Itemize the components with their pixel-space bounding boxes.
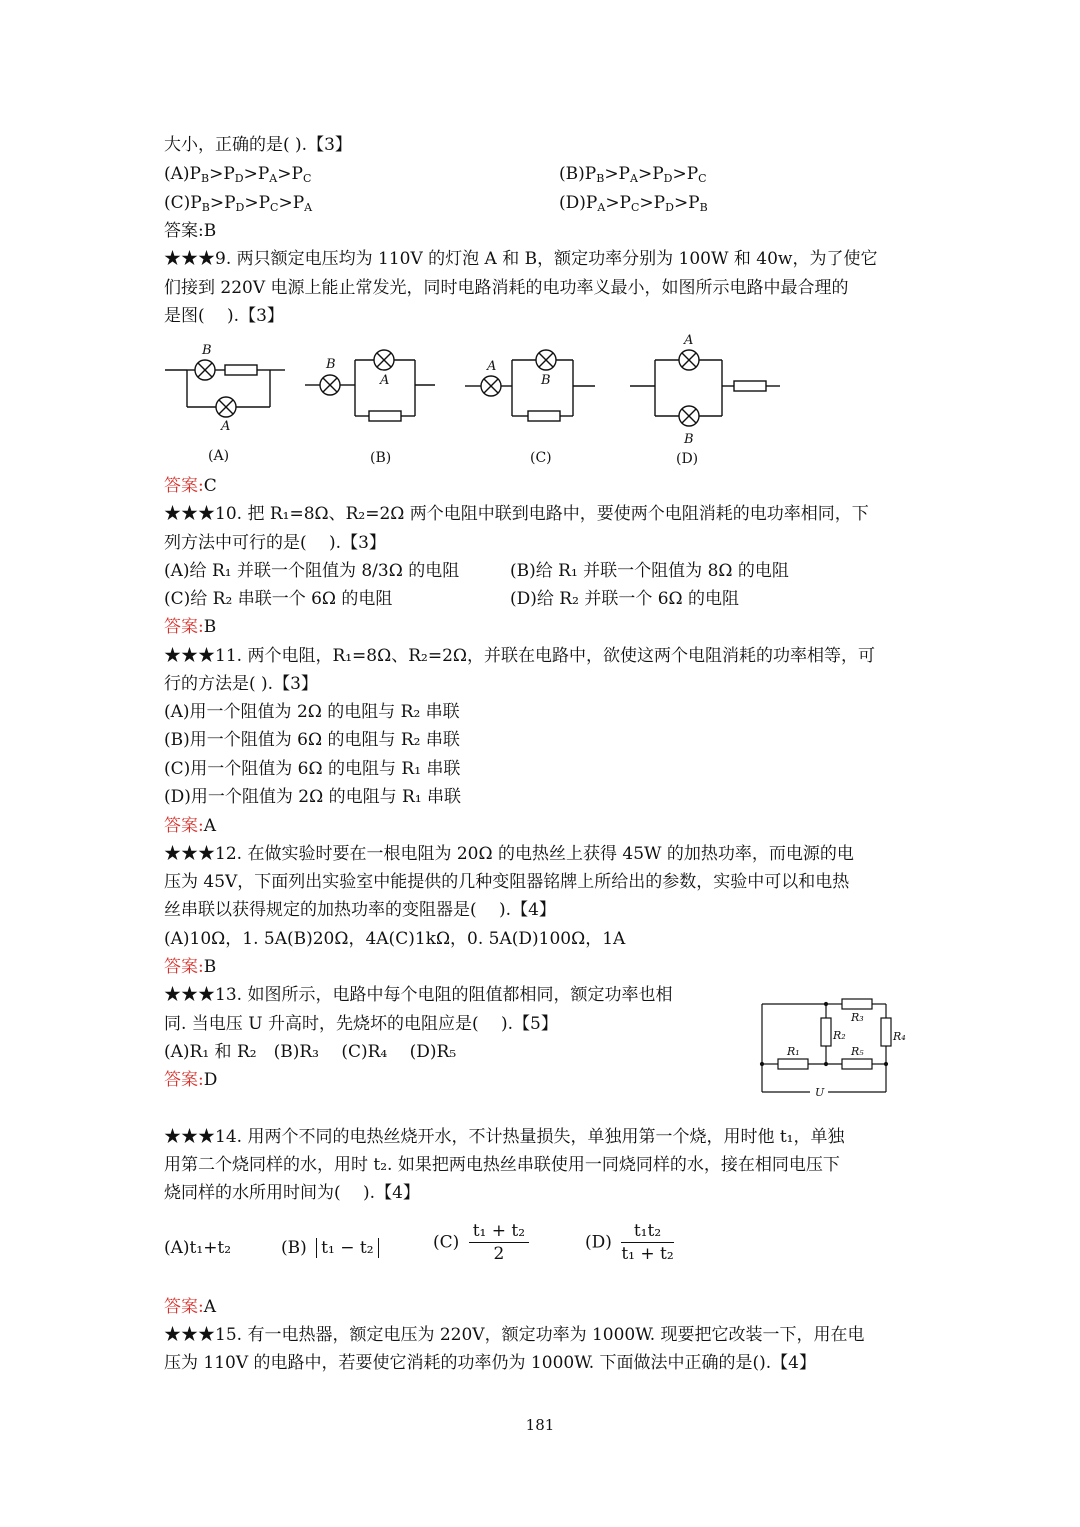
lamp-b-label-a: B: [202, 343, 212, 358]
q10-options-row2: (C)给 R₂ 串联一个 6Ω 的电阻 (D)给 R₂ 并联一个 6Ω 的电阻: [164, 589, 740, 609]
q9-line1: ★★★9. 两只额定电压均为 110V 的灯泡 A 和 B，额定功率分别为 100W 和 40w，为了使它: [164, 249, 878, 269]
q10-answer: 答案:B: [164, 617, 217, 637]
q9-circuit-figures: [160, 330, 800, 470]
q15-line2: 压为 110V 的电路中，若要使它消耗的功率仍为 1000W. 下面做法中正确的是().【4】: [164, 1353, 816, 1373]
r4-label: R₄: [893, 1030, 906, 1043]
q12-line3: 丝串联以获得规定的加热功率的变阻器是( ).【4】: [164, 900, 556, 920]
circuit-b: [305, 350, 435, 421]
q14-line2: 用第二个烧同样的水，用时 t₂. 如果把两电热丝串联使用一同烧同样的水，接在相同电压下: [164, 1155, 840, 1175]
q12-options: (A)10Ω，1. 5A(B)20Ω，4A(C)1kΩ，0. 5A(D)100Ω，1A: [164, 929, 626, 949]
q14-option-b: (B) t₁ − t₂: [281, 1236, 379, 1260]
lamp-b-label-b: B: [326, 357, 336, 372]
q11-option-c: (C)用一个阻值为 6Ω 的电阻与 R₁ 串联: [164, 759, 461, 779]
page-number: 181: [525, 1416, 555, 1434]
q14-answer: 答案:A: [164, 1297, 217, 1317]
q9-line3: 是图( ).【3】: [164, 306, 284, 326]
q11-line2: 行的方法是( ).【3】: [164, 674, 318, 694]
q13-circuit-figure: [750, 990, 920, 1102]
q11-option-d: (D)用一个阻值为 2Ω 的电阻与 R₁ 串联: [164, 787, 462, 807]
q8-options-row2: $(C)P_B>P_D>P_C>P_A$ $(D)P_A>P_C>P_D>P_B$: [164, 193, 708, 214]
lamp-a-label-c: A: [487, 359, 497, 374]
q14-line1: ★★★14. 用两个不同的电热丝烧开水，不计热量损失，单独用第一个烧，用时他 t₁，单独: [164, 1127, 845, 1147]
q14-option-a: (A)t₁+t₂: [164, 1238, 232, 1258]
r2-label: R₂: [833, 1029, 846, 1042]
fig-label-b: (B): [370, 450, 392, 466]
q11-option-a: (A)用一个阻值为 2Ω 的电阻与 R₂ 串联: [164, 702, 460, 722]
r5-label: R₅: [851, 1045, 864, 1058]
q11-option-b: (B)用一个阻值为 6Ω 的电阻与 R₂ 串联: [164, 730, 460, 750]
lamp-a-label-a: A: [221, 419, 231, 434]
q11-line1: ★★★11. 两个电阻，R₁=8Ω、R₂=2Ω，并联在电路中，欲使这两个电阻消耗的功率相等，可: [164, 646, 875, 666]
q13-options: (A)R₁ 和 R₂ (B)R₃ (C)R₄ (D)R₅: [164, 1042, 457, 1062]
q10-line1: ★★★10. 把 R₁=8Ω、R₂=2Ω 两个电阻中联到电路中，要使两个电阻消耗的电功率相同，下: [164, 504, 869, 524]
lamp-b-label-c: B: [541, 373, 551, 388]
lamp-a-label-b: A: [380, 373, 390, 388]
q12-line2: 压为 45V，下面列出实验室中能提供的几种变阻器铭牌上所给出的参数，实验中可以和电热: [164, 872, 850, 892]
q13-line1: ★★★13. 如图所示，电路中每个电阻的阻值都相同，额定功率也相: [164, 985, 673, 1005]
q12-line1: ★★★12. 在做实验时要在一根电阻为 20Ω 的电热丝上获得 45W 的加热功率，而电源的电: [164, 844, 854, 864]
q8-options-row1: $(A)P_B>P_D>P_A>P_C$ $(B)P_B>P_A>P_D>P_C$: [164, 164, 707, 185]
q9-line2: 们接到 220V 电源上能止常发光，同时电路消耗的电功率义最小，如图所示电路中最合理的: [164, 278, 849, 298]
q14-line3: 烧同样的水所用时间为( ).【4】: [164, 1183, 420, 1203]
q13-answer: 答案:D: [164, 1070, 218, 1090]
fig-label-d: (D): [676, 451, 699, 467]
q11-answer: 答案:A: [164, 816, 217, 836]
q8-tail: 大小，正确的是( ).【3】: [164, 135, 352, 155]
q8-answer: 答案:B: [164, 221, 217, 241]
u-label: U: [815, 1086, 825, 1099]
q13-line2: 同. 当电压 U 升高时，先烧坏的电阻应是( ).【5】: [164, 1014, 558, 1034]
r3-label: R₃: [851, 1011, 864, 1024]
fig-label-c: (C): [530, 450, 552, 466]
q12-answer: 答案:B: [164, 957, 217, 977]
circuit-a: [165, 360, 285, 417]
q14-option-d: (D) $\frac{\text{t₁t₂}}{\text{t₁ + t₂}}$: [585, 1221, 674, 1264]
q15-line1: ★★★15. 有一电热器，额定电压为 220V，额定功率为 1000W. 现要把它改装一下，用在电: [164, 1325, 865, 1345]
q9-answer: 答案:C: [164, 476, 217, 496]
lamp-b-label-d: B: [684, 432, 694, 447]
q14-option-c: (C) $\frac{\text{t₁ + t₂}}{2}$: [433, 1220, 529, 1265]
fig-label-a: (A): [208, 448, 230, 464]
circuit-c: [465, 350, 595, 421]
circuit-d: [630, 350, 780, 426]
q10-options-row1: (A)给 R₁ 并联一个阻值为 8/3Ω 的电阻 (B)给 R₁ 并联一个阻值为 8Ω 的电阻: [164, 561, 789, 581]
lamp-a-label-d: A: [684, 333, 694, 348]
r1-label: R₁: [787, 1045, 800, 1058]
q10-line2: 列方法中可行的是( ).【3】: [164, 533, 386, 553]
